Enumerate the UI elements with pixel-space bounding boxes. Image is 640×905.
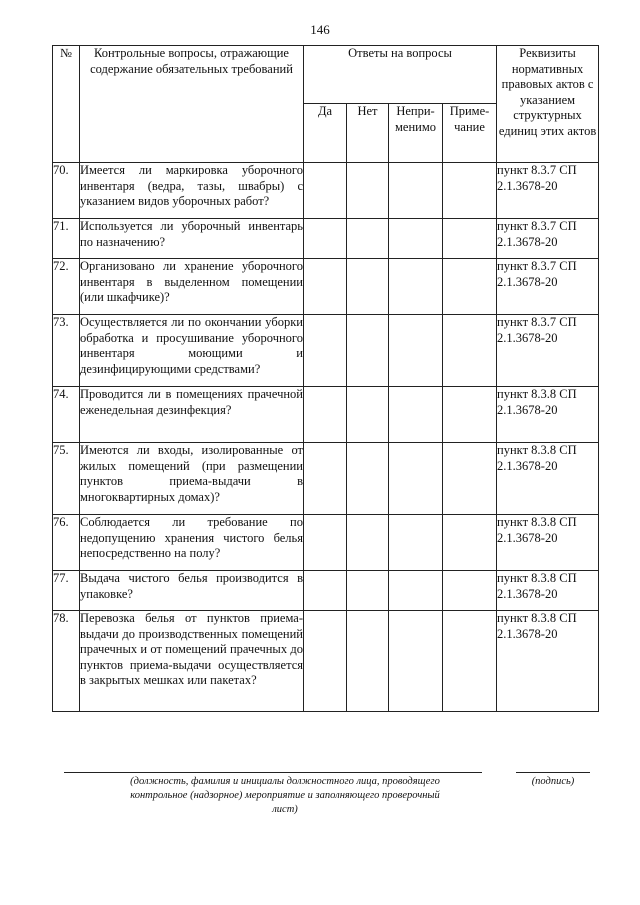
row-question: Проводится ли в помещениях прачечной еженедельная дезинфекция? <box>80 387 304 443</box>
row-requisites: пункт 8.3.8 СП 2.1.3678-20 <box>497 515 599 571</box>
row-number: 73. <box>53 315 80 387</box>
answer-no-cell[interactable] <box>347 387 389 443</box>
row-requisites: пункт 8.3.7 СП 2.1.3678-20 <box>497 259 599 315</box>
table-row <box>53 515 599 571</box>
answer-yes-cell[interactable] <box>304 259 347 315</box>
answer-note-cell[interactable] <box>443 219 497 259</box>
answer-note-cell[interactable] <box>443 315 497 387</box>
row-number: 72. <box>53 259 80 315</box>
row-number: 71. <box>53 219 80 259</box>
table-row <box>53 219 599 259</box>
answer-yes-cell[interactable] <box>304 443 347 515</box>
answer-not-applicable-cell[interactable] <box>389 515 443 571</box>
header-question: Контрольные вопросы, отражающие содержание обязательных требований <box>80 46 304 163</box>
row-question: Перевозка белья от пунктов приема-выдачи до производственных помещений прачечных и от помещений прачечных до пунктов приема-выдачи осуществляется в закрытых мешках или пакетах? <box>80 611 304 712</box>
row-question: Соблюдается ли требование по недопущению хранения чистого белья непосредственно на полу? <box>80 515 304 571</box>
checklist-table <box>52 45 599 712</box>
row-question: Имеются ли входы, изолированные от жилых помещений (при размещении пунктов приема-выдачи в многоквартирных домах)? <box>80 443 304 515</box>
table-row <box>53 387 599 443</box>
page-number: 146 <box>310 22 330 37</box>
table-row <box>53 443 599 515</box>
header-row <box>53 46 599 104</box>
answer-no-cell[interactable] <box>347 611 389 712</box>
row-requisites: пункт 8.3.7 СП 2.1.3678-20 <box>497 315 599 387</box>
row-number: 76. <box>53 515 80 571</box>
row-requisites: пункт 8.3.8 СП 2.1.3678-20 <box>497 571 599 611</box>
row-requisites: пункт 8.3.7 СП 2.1.3678-20 <box>497 219 599 259</box>
table-row <box>53 163 599 219</box>
official-signature-line[interactable] <box>64 772 482 773</box>
row-question: Организовано ли хранение уборочного инвентаря в выделенном помещении (или шкафчике)? <box>80 259 304 315</box>
answer-yes-cell[interactable] <box>304 611 347 712</box>
table-row <box>53 571 599 611</box>
answer-not-applicable-cell[interactable] <box>389 219 443 259</box>
answer-yes-cell[interactable] <box>304 515 347 571</box>
row-question: Осуществляется ли по окончании уборки обработка и просушивание уборочного инвентаря моющими и дезинфицирующими средствами? <box>80 315 304 387</box>
table-row <box>53 611 599 712</box>
answer-not-applicable-cell[interactable] <box>389 259 443 315</box>
row-number: 70. <box>53 163 80 219</box>
answer-no-cell[interactable] <box>347 443 389 515</box>
answer-not-applicable-cell[interactable] <box>389 443 443 515</box>
answer-note-cell[interactable] <box>443 387 497 443</box>
answer-yes-cell[interactable] <box>304 163 347 219</box>
answer-not-applicable-cell[interactable] <box>389 611 443 712</box>
answer-not-applicable-cell[interactable] <box>389 163 443 219</box>
row-question: Используется ли уборочный инвентарь по назначению? <box>80 219 304 259</box>
answer-yes-cell[interactable] <box>304 219 347 259</box>
answer-no-cell[interactable] <box>347 259 389 315</box>
answer-no-cell[interactable] <box>347 163 389 219</box>
answer-not-applicable-cell[interactable] <box>389 387 443 443</box>
header-answers: Ответы на вопросы <box>304 46 497 104</box>
answer-not-applicable-cell[interactable] <box>389 571 443 611</box>
row-requisites: пункт 8.3.8 СП 2.1.3678-20 <box>497 443 599 515</box>
header-no: Нет <box>347 104 389 163</box>
answer-no-cell[interactable] <box>347 315 389 387</box>
answer-no-cell[interactable] <box>347 219 389 259</box>
row-requisites: пункт 8.3.8 СП 2.1.3678-20 <box>497 387 599 443</box>
answer-no-cell[interactable] <box>347 515 389 571</box>
signature-line[interactable] <box>516 772 590 773</box>
official-caption: (должность, фамилия и инициалы должностного лица, проводящего контрольное (надзорное) мероприятие и заполняющего проверочный лист) <box>130 776 440 815</box>
answer-note-cell[interactable] <box>443 515 497 571</box>
row-number: 75. <box>53 443 80 515</box>
row-requisites: пункт 8.3.7 СП 2.1.3678-20 <box>497 163 599 219</box>
header-requisites: Реквизиты нормативных правовых актов с указанием структурных единиц этих актов <box>497 46 599 163</box>
signature-caption: (подпись) <box>531 776 575 787</box>
answer-note-cell[interactable] <box>443 571 497 611</box>
header-note: Приме- чание <box>443 104 497 163</box>
answer-not-applicable-cell[interactable] <box>389 315 443 387</box>
row-requisites: пункт 8.3.8 СП 2.1.3678-20 <box>497 611 599 712</box>
answer-yes-cell[interactable] <box>304 315 347 387</box>
answer-yes-cell[interactable] <box>304 387 347 443</box>
header-number: № <box>53 46 80 163</box>
row-number: 78. <box>53 611 80 712</box>
table-row <box>53 315 599 387</box>
header-yes: Да <box>304 104 347 163</box>
table-row <box>53 259 599 315</box>
row-number: 74. <box>53 387 80 443</box>
answer-yes-cell[interactable] <box>304 571 347 611</box>
row-question: Имеется ли маркировка уборочного инвентаря (ведра, тазы, швабры) с указанием видов уборочных работ? <box>80 163 304 219</box>
answer-note-cell[interactable] <box>443 163 497 219</box>
answer-note-cell[interactable] <box>443 611 497 712</box>
row-number: 77. <box>53 571 80 611</box>
answer-no-cell[interactable] <box>347 571 389 611</box>
answer-note-cell[interactable] <box>443 443 497 515</box>
row-question: Выдача чистого белья производится в упаковке? <box>80 571 304 611</box>
header-not-applicable: Непри- менимо <box>389 104 443 163</box>
answer-note-cell[interactable] <box>443 259 497 315</box>
